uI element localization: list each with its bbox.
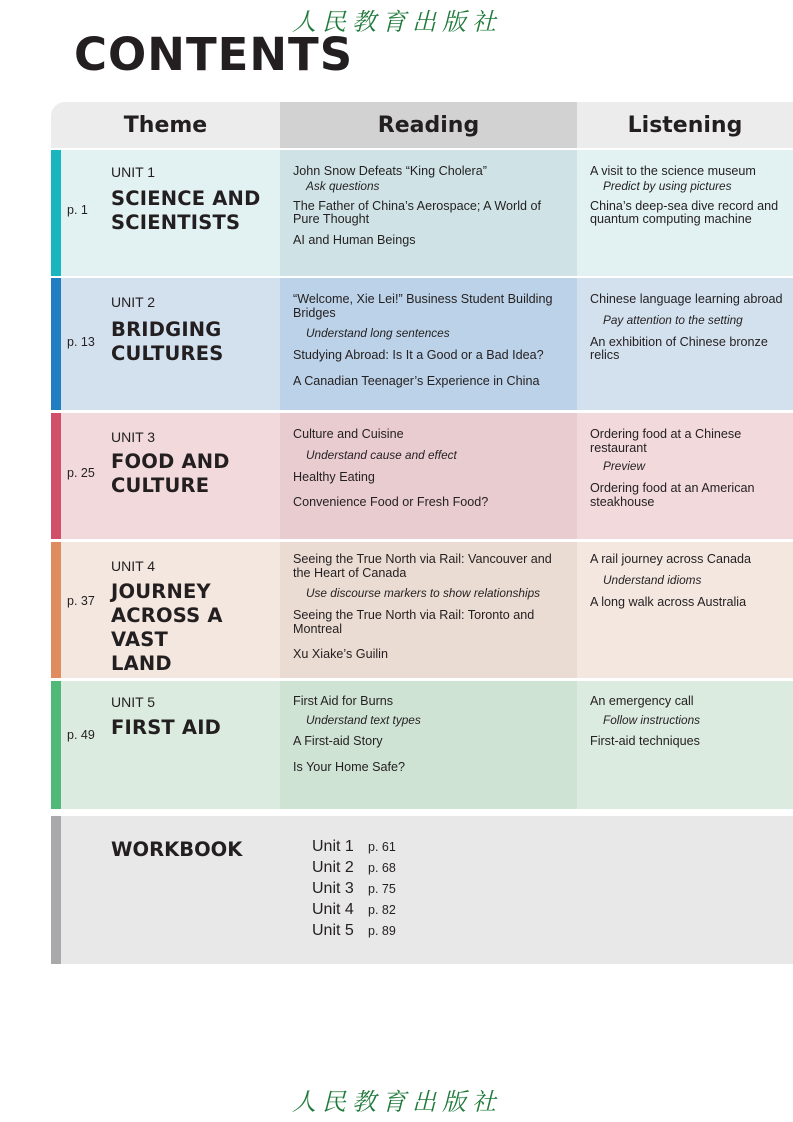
listening-text-1: A rail journey across Canada — [590, 552, 752, 566]
theme-cell — [61, 278, 280, 410]
workbook-color-bar — [51, 816, 61, 964]
reading-text-2: Studying Abroad: Is It a Good or a Bad Idea? — [293, 348, 544, 362]
workbook-unit: Unit 5 — [312, 922, 354, 939]
reading-text-1: Seeing the True North via Rail: Vancouver and the Heart of Canada — [293, 552, 552, 580]
listening-text-1: A visit to the science museum — [590, 164, 756, 178]
unit-title — [111, 580, 279, 676]
unit-row-3 — [51, 413, 793, 539]
reading-strategy: Understand cause and effect — [306, 447, 457, 462]
theme-cell — [61, 413, 280, 539]
listening-text-2: Ordering food at an American steakhouse — [590, 481, 755, 509]
listening-cell — [577, 542, 793, 678]
unit-page-ref[interactable]: p. 25 — [67, 466, 95, 480]
theme-cell — [61, 542, 280, 678]
unit-color-bar — [51, 681, 61, 809]
page-title: CONTENTS — [74, 28, 354, 81]
theme-cell — [61, 150, 280, 276]
listening-strategy: Pay attention to the setting — [603, 312, 743, 327]
unit-title-line: FOOD AND — [111, 450, 230, 473]
header-theme: Theme — [51, 102, 280, 148]
workbook-unit: Unit 1 — [312, 838, 354, 855]
unit-page-ref[interactable]: p. 1 — [67, 203, 88, 217]
reading-text-2: The Father of China’s Aerospace; A World of Pure Thought — [293, 198, 542, 226]
unit-row-2 — [51, 278, 793, 410]
listening-text-1: Ordering food at a Chinese restaurant — [590, 427, 742, 455]
publisher-watermark-top: 人民教育出版社 — [292, 8, 502, 36]
unit-title-line: LAND — [111, 652, 172, 675]
reading-strategy: Ask questions — [306, 178, 380, 193]
workbook-page: p. 75 — [368, 882, 396, 896]
listening-strategy: Follow instructions — [603, 712, 701, 727]
workbook-item[interactable] — [312, 901, 396, 922]
workbook-item[interactable] — [312, 922, 396, 943]
header-reading: Reading — [280, 102, 577, 148]
workbook-page: p. 82 — [368, 903, 396, 917]
unit-title-line: CULTURE — [111, 474, 210, 497]
workbook-section — [51, 816, 793, 964]
reading-cell — [280, 413, 577, 539]
header-listening: Listening — [577, 102, 793, 148]
workbook-title: WORKBOOK — [111, 838, 243, 861]
listening-strategy: Predict by using pictures — [603, 178, 732, 193]
unit-title-line: SCIENCE AND — [111, 187, 261, 210]
reading-cell — [280, 681, 577, 809]
workbook-item[interactable] — [312, 880, 396, 901]
unit-label: UNIT 4 — [111, 558, 156, 574]
listening-strategy: Preview — [603, 459, 645, 473]
workbook-item[interactable] — [312, 859, 396, 880]
unit-page-ref[interactable]: p. 49 — [67, 728, 95, 742]
listening-strategy: Understand idioms — [603, 572, 702, 587]
publisher-watermark-bottom: 人民教育出版社 — [292, 1088, 502, 1116]
reading-text-3: Convenience Food or Fresh Food? — [293, 495, 489, 509]
unit-page-ref[interactable]: p. 13 — [67, 335, 95, 349]
table-header — [51, 102, 793, 148]
workbook-page: p. 68 — [368, 861, 396, 875]
unit-label: UNIT 1 — [111, 164, 156, 180]
unit-title — [111, 716, 279, 740]
reading-text-1: “Welcome, Xie Lei!” Business Student Building Bridges — [293, 292, 553, 320]
unit-title-line: JOURNEY — [111, 580, 211, 603]
workbook-unit: Unit 2 — [312, 859, 354, 876]
reading-text-1: Culture and Cuisine — [293, 427, 404, 441]
reading-text-3: A Canadian Teenager’s Experience in China — [293, 373, 540, 388]
unit-label: UNIT 5 — [111, 694, 156, 710]
reading-text-1: John Snow Defeats “King Cholera” — [293, 164, 487, 178]
workbook-unit: Unit 3 — [312, 880, 354, 897]
unit-title — [111, 450, 279, 498]
listening-text-2: An exhibition of Chinese bronze relics — [590, 334, 768, 362]
unit-row-5 — [51, 681, 793, 809]
unit-title-line: CULTURES — [111, 342, 224, 365]
unit-title-line: FIRST AID — [111, 716, 222, 739]
listening-cell — [577, 150, 793, 276]
listening-text-2: First-aid techniques — [590, 733, 700, 748]
listening-text-2: A long walk across Australia — [590, 594, 747, 609]
unit-title — [111, 318, 279, 366]
unit-title-line: ACROSS A VAST — [111, 604, 223, 651]
unit-page-ref[interactable]: p. 37 — [67, 594, 95, 608]
unit-color-bar — [51, 542, 61, 678]
reading-text-3: AI and Human Beings — [293, 232, 416, 247]
reading-cell — [280, 542, 577, 678]
listening-cell — [577, 681, 793, 809]
reading-cell — [280, 278, 577, 410]
unit-color-bar — [51, 150, 61, 276]
listening-text-1: An emergency call — [590, 694, 694, 708]
listening-text-2: China’s deep-sea dive record and quantum computing machine — [590, 198, 779, 226]
workbook-item[interactable] — [312, 838, 396, 859]
reading-strategy: Understand long sentences — [306, 326, 450, 340]
unit-color-bar — [51, 278, 61, 410]
unit-row-1 — [51, 150, 793, 276]
theme-cell — [61, 681, 280, 809]
workbook-page: p. 61 — [368, 840, 396, 854]
workbook-page: p. 89 — [368, 924, 396, 938]
unit-color-bar — [51, 413, 61, 539]
reading-strategy: Use discourse markers to show relationships — [306, 586, 541, 600]
reading-cell — [280, 150, 577, 276]
unit-label: UNIT 3 — [111, 429, 156, 445]
unit-title-line: SCIENTISTS — [111, 211, 241, 234]
unit-label: UNIT 2 — [111, 294, 156, 310]
reading-text-3: Is Your Home Safe? — [293, 760, 406, 774]
workbook-list — [312, 838, 396, 943]
reading-strategy: Understand text types — [306, 712, 421, 727]
workbook-unit: Unit 4 — [312, 901, 354, 918]
unit-title-line: BRIDGING — [111, 318, 222, 341]
reading-text-1: First Aid for Burns — [293, 694, 394, 708]
listening-cell — [577, 413, 793, 539]
listening-text-1: Chinese language learning abroad — [590, 292, 783, 306]
unit-row-4 — [51, 542, 793, 678]
reading-text-2: Healthy Eating — [293, 469, 375, 484]
listening-cell — [577, 278, 793, 410]
reading-text-2: Seeing the True North via Rail: Toronto and Montreal — [293, 608, 535, 636]
unit-title — [111, 187, 279, 235]
reading-text-3: Xu Xiake’s Guilin — [293, 647, 388, 661]
reading-text-2: A First-aid Story — [293, 733, 383, 748]
